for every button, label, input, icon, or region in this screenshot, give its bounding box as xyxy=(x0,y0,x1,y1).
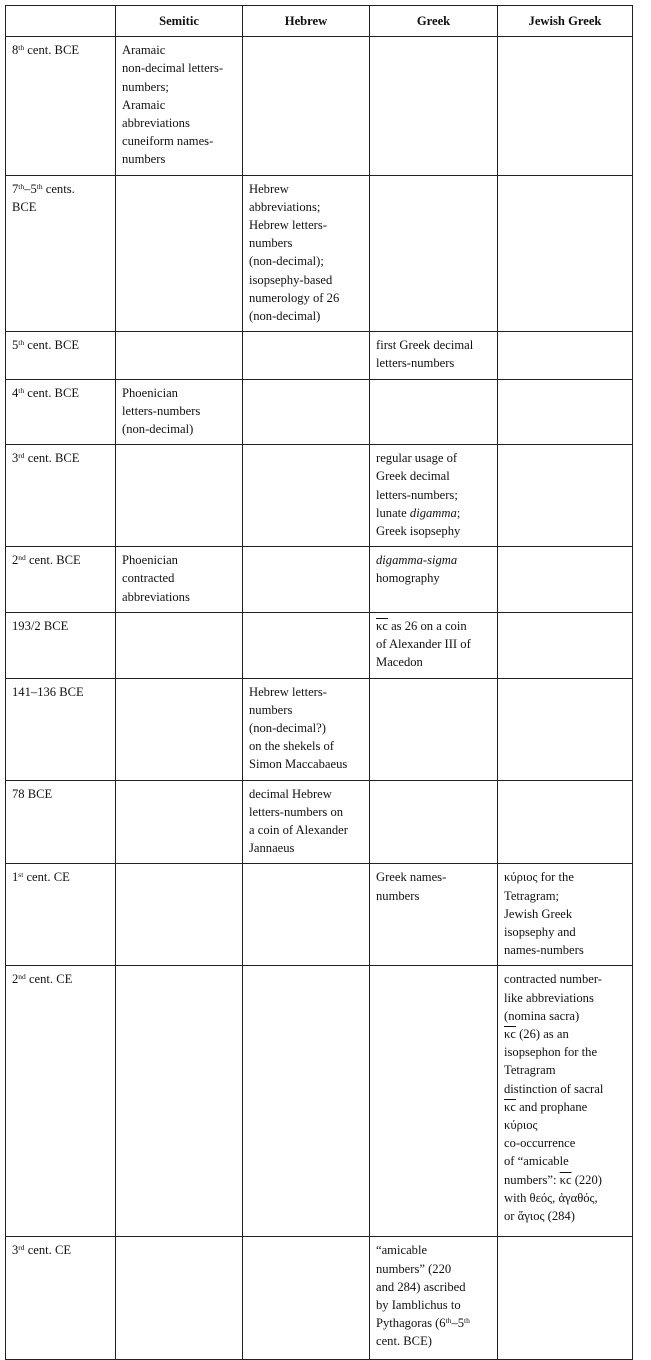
cell-text: Macedon xyxy=(376,655,423,670)
cell-text: by Iamblichus to xyxy=(376,1297,461,1312)
cell-text: Jewish Greek xyxy=(504,906,573,921)
table-row xyxy=(6,547,633,613)
cell-text: of “amicable xyxy=(504,1154,569,1169)
cell-text: lunate digamma; xyxy=(376,505,461,520)
cell-text: κύριος xyxy=(504,1117,538,1132)
cell-text: abbreviations xyxy=(122,589,190,604)
hebrew-cell xyxy=(243,37,370,175)
jewish-greek-cell xyxy=(498,175,633,332)
cell-text: Jannaeus xyxy=(249,841,295,856)
cell-text: cent. BCE) xyxy=(376,1334,432,1349)
cell-text: Aramaic xyxy=(122,97,166,112)
date-text: 3rd cent. BCE xyxy=(12,451,80,466)
cell-text: Tetragram; xyxy=(504,888,560,903)
table-row xyxy=(6,37,633,175)
hebrew-cell xyxy=(243,612,370,678)
cell-text: (non-decimal) xyxy=(122,422,194,437)
jewish-greek-cell xyxy=(498,332,633,379)
greek-cell xyxy=(370,175,498,332)
table-row xyxy=(6,780,633,864)
cell-text: contracted xyxy=(122,571,175,586)
semitic-cell xyxy=(116,547,243,613)
date-text: 2nd cent. CE xyxy=(12,972,73,987)
date-cell xyxy=(6,966,116,1237)
greek-cell xyxy=(370,678,498,780)
date-text: BCE xyxy=(12,199,37,214)
jewish-greek-cell xyxy=(498,864,633,966)
table-row xyxy=(6,332,633,379)
cell-text: isopsephon for the xyxy=(504,1045,598,1060)
semitic-cell xyxy=(116,678,243,780)
cell-text: abbreviations; xyxy=(249,199,321,214)
header-hebrew: Hebrew xyxy=(243,6,370,37)
date-cell xyxy=(6,780,116,864)
table-row xyxy=(6,612,633,678)
date-cell xyxy=(6,175,116,332)
header-semitic: Semitic xyxy=(116,6,243,37)
date-cell xyxy=(6,379,116,445)
date-text: 78 BCE xyxy=(12,786,53,801)
cell-text: Hebrew xyxy=(249,181,289,196)
cell-text: letters-numbers xyxy=(122,403,201,418)
date-cell xyxy=(6,864,116,966)
hebrew-cell xyxy=(243,547,370,613)
date-cell xyxy=(6,547,116,613)
date-text: 141–136 BCE xyxy=(12,684,84,699)
cell-text: $\overline{\kappa ϲ}$ as 26 on a coin xyxy=(376,618,467,633)
jewish-greek-cell xyxy=(498,1237,633,1360)
date-cell xyxy=(6,445,116,547)
greek-cell xyxy=(370,379,498,445)
cell-text: a coin of Alexander xyxy=(249,822,348,837)
date-text: 193/2 BCE xyxy=(12,618,69,633)
cell-text: first Greek decimal xyxy=(376,338,474,353)
cell-text: on the shekels of xyxy=(249,739,334,754)
greek-cell xyxy=(370,1237,498,1360)
cell-text: distinction of sacral xyxy=(504,1081,604,1096)
header-greek: Greek xyxy=(370,6,498,37)
cell-text: Phoenician xyxy=(122,385,178,400)
semitic-cell xyxy=(116,175,243,332)
semitic-cell xyxy=(116,445,243,547)
cell-text: homography xyxy=(376,571,440,586)
table-row xyxy=(6,175,633,332)
cell-text: κύριος for the xyxy=(504,870,574,885)
jewish-greek-cell xyxy=(498,612,633,678)
semitic-cell xyxy=(116,966,243,1237)
greek-cell xyxy=(370,966,498,1237)
cell-text: (nomina sacra) xyxy=(504,1008,580,1023)
cell-text: or ἅγιος (284) xyxy=(504,1208,575,1223)
date-text: 4th cent. BCE xyxy=(12,385,80,400)
cell-text: (non-decimal) xyxy=(249,309,321,324)
date-text: 3rd cent. CE xyxy=(12,1243,72,1258)
cell-text: decimal Hebrew xyxy=(249,786,332,801)
cell-text: Greek decimal xyxy=(376,469,450,484)
cell-text: letters-numbers xyxy=(376,356,455,371)
chronology-table xyxy=(5,5,633,1360)
date-text: 8th cent. BCE xyxy=(12,43,80,58)
cell-text: numbers xyxy=(122,152,166,167)
cell-text: “amicable xyxy=(376,1243,428,1258)
jewish-greek-cell xyxy=(498,547,633,613)
cell-text: Tetragram xyxy=(504,1063,556,1078)
cell-text: of Alexander III of xyxy=(376,637,471,652)
cell-text: $\overline{\kappa ϲ}$ (26) as an xyxy=(504,1026,569,1041)
cell-text: Pythagoras (6th–5th xyxy=(376,1316,470,1331)
cell-text: cuneiform names- xyxy=(122,134,214,149)
cell-text: with θεός, ἀγαθός, xyxy=(504,1190,598,1205)
jewish-greek-cell xyxy=(498,445,633,547)
table-row xyxy=(6,1237,633,1360)
date-cell xyxy=(6,37,116,175)
table-row xyxy=(6,379,633,445)
cell-text: numbers xyxy=(249,702,293,717)
cell-text: non-decimal letters- xyxy=(122,61,224,76)
cell-text: (non-decimal); xyxy=(249,254,324,269)
cell-text: regular usage of xyxy=(376,451,458,466)
hebrew-cell xyxy=(243,864,370,966)
date-text: 7th–5th cents. xyxy=(12,181,75,196)
header-date xyxy=(6,6,116,37)
cell-text: co-occurrence xyxy=(504,1136,576,1151)
cell-text: numbers”: $\overline{\kappa ϲ}$ (220) xyxy=(504,1172,602,1187)
greek-cell xyxy=(370,612,498,678)
greek-cell xyxy=(370,864,498,966)
cell-text: Hebrew letters- xyxy=(249,218,327,233)
jewish-greek-cell xyxy=(498,678,633,780)
cell-text: Simon Maccabaeus xyxy=(249,757,348,772)
hebrew-cell xyxy=(243,379,370,445)
cell-text: like abbreviations xyxy=(504,990,594,1005)
date-cell xyxy=(6,1237,116,1360)
cell-text: $\overline{\kappa ϲ}$ and prophane xyxy=(504,1099,588,1114)
semitic-cell xyxy=(116,864,243,966)
cell-text: isopsephy-based xyxy=(249,272,333,287)
cell-text: letters-numbers; xyxy=(376,487,458,502)
cell-text: Greek names- xyxy=(376,870,447,885)
table-body xyxy=(6,37,633,1360)
cell-text: letters-numbers on xyxy=(249,804,344,819)
cell-text: abbreviations xyxy=(122,116,190,131)
semitic-cell xyxy=(116,780,243,864)
cell-text: names-numbers xyxy=(504,943,584,958)
date-text: 2nd cent. BCE xyxy=(12,553,81,568)
table-row xyxy=(6,966,633,1237)
cell-text: Greek isopsephy xyxy=(376,524,461,539)
table-row xyxy=(6,864,633,966)
cell-text: Hebrew letters- xyxy=(249,684,327,699)
date-cell xyxy=(6,678,116,780)
greek-cell xyxy=(370,780,498,864)
cell-text: Aramaic xyxy=(122,43,166,58)
greek-cell xyxy=(370,37,498,175)
semitic-cell xyxy=(116,612,243,678)
semitic-cell xyxy=(116,379,243,445)
jewish-greek-cell xyxy=(498,780,633,864)
date-text: 5th cent. BCE xyxy=(12,338,80,353)
header-jewish-greek: Jewish Greek xyxy=(498,6,633,37)
cell-text: Phoenician xyxy=(122,553,178,568)
cell-text: numerology of 26 xyxy=(249,290,340,305)
table-row xyxy=(6,678,633,780)
semitic-cell xyxy=(116,37,243,175)
semitic-cell xyxy=(116,1237,243,1360)
hebrew-cell xyxy=(243,1237,370,1360)
cell-text: numbers xyxy=(376,888,420,903)
greek-cell xyxy=(370,445,498,547)
hebrew-cell xyxy=(243,678,370,780)
cell-text: numbers” (220 xyxy=(376,1261,452,1276)
cell-text: numbers xyxy=(249,236,293,251)
cell-text: digamma-sigma xyxy=(376,553,458,568)
date-cell xyxy=(6,612,116,678)
hebrew-cell xyxy=(243,332,370,379)
header-row xyxy=(6,6,633,37)
greek-cell xyxy=(370,332,498,379)
cell-text: and 284) ascribed xyxy=(376,1279,466,1294)
hebrew-cell xyxy=(243,445,370,547)
greek-cell xyxy=(370,547,498,613)
cell-text: (non-decimal?) xyxy=(249,720,326,735)
jewish-greek-cell xyxy=(498,37,633,175)
cell-text: contracted number- xyxy=(504,972,603,987)
cell-text: isopsephy and xyxy=(504,924,576,939)
hebrew-cell xyxy=(243,175,370,332)
date-text: 1st cent. CE xyxy=(12,870,70,885)
hebrew-cell xyxy=(243,966,370,1237)
hebrew-cell xyxy=(243,780,370,864)
jewish-greek-cell xyxy=(498,379,633,445)
semitic-cell xyxy=(116,332,243,379)
jewish-greek-cell xyxy=(498,966,633,1237)
cell-text: numbers; xyxy=(122,79,169,94)
table-row xyxy=(6,445,633,547)
date-cell xyxy=(6,332,116,379)
